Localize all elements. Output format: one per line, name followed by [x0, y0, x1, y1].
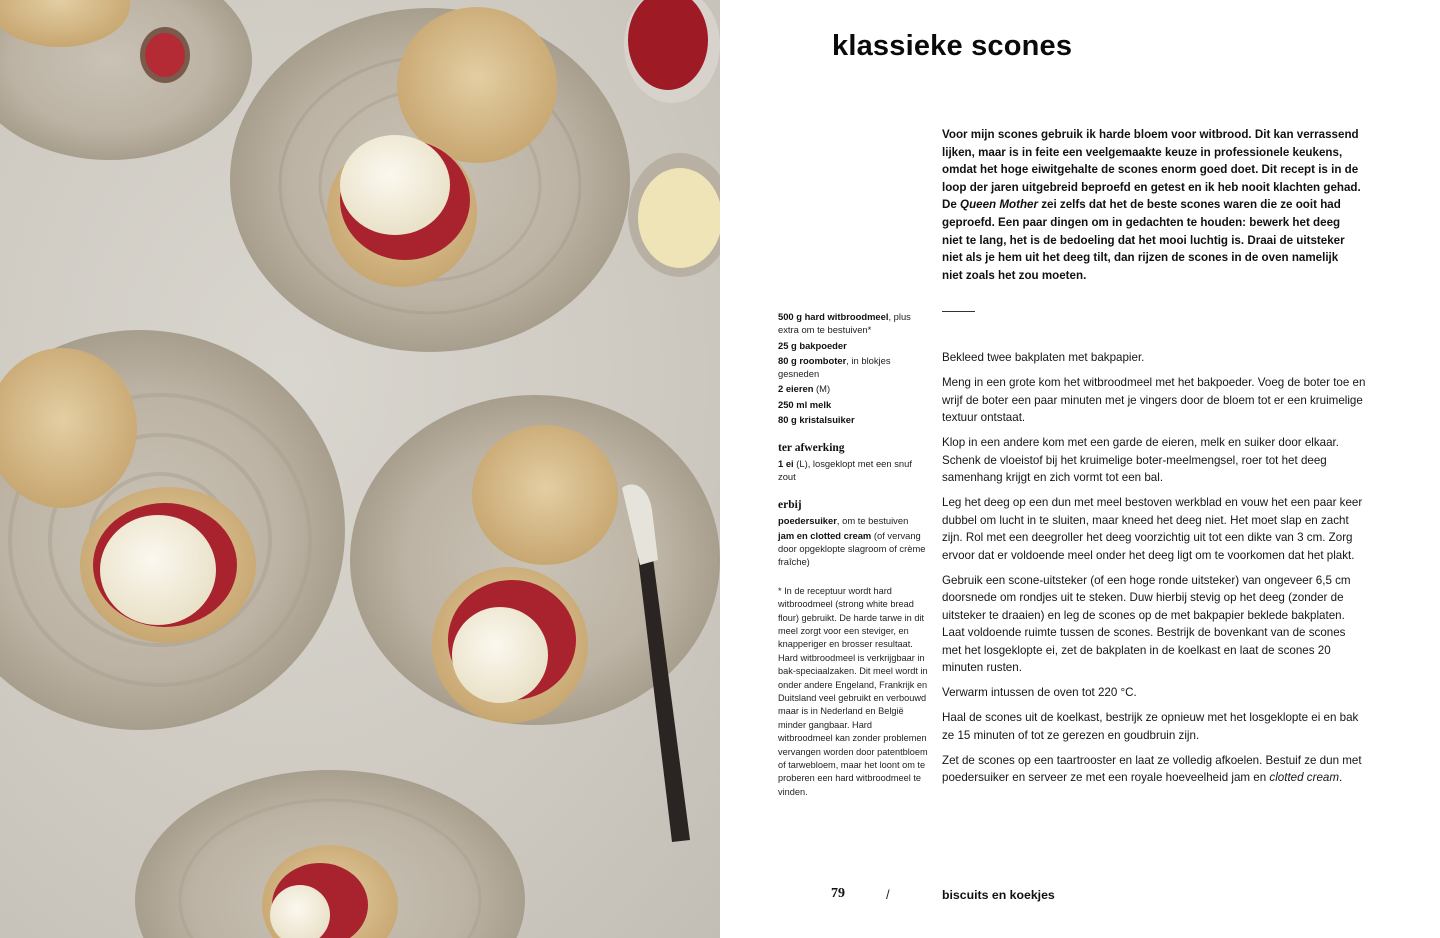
plate-top-left	[0, 0, 252, 160]
serving-heading: erbij	[778, 499, 802, 512]
serving-item: poedersuiker, om te bestuiven	[778, 514, 909, 526]
method-step: Bekleed twee bakplaten met bakpapier.	[942, 351, 1145, 364]
method-step: Haal de scones uit de koelkast, bestrijk ze opnieuw met het losgeklopte ei en bak ze 15 minuten of tot ze gerezen en goudbruin zijn.	[942, 711, 1359, 742]
ingredient-item: 250 ml melk	[778, 398, 832, 410]
intro-text: Voor mijn scones gebruik ik harde bloem voor witbrood. Dit kan verrassend lijken, maar is in feite een veelgemaakte keuze in professionele keukens, omdat het hoge eiwitgehalte de scones enorm goed doet. Dit recept is in de loop der jaren uitgebreid beproefd en getest en ik heb nooit klachten gehad. De	[942, 128, 1361, 212]
finishing-item: 1 ei (L), losgeklopt met een snuf zout	[778, 457, 912, 482]
method-step: Verwarm intussen de oven tot 220 °C.	[942, 686, 1137, 699]
intro-text: zei zelfs dat het de beste scones waren die ze ooit had geproefd. Een paar dingen om in gedachten te houden: bewerk het deeg niet te lang, het is de bedoeling dat het mooi luchtig is. Draai de uitsteker niet als je hem uit het deeg tilt, dan rijzen de scones in de oven namelijk niet zoals het zou moeten.	[942, 198, 1345, 282]
recipe-page	[720, 0, 1440, 938]
ingredient-item: 80 g kristalsuiker	[778, 414, 855, 426]
method-step: Leg het deeg op een dun met meel bestoven werkblad en vouw het een paar keer dubbel om lucht in te sluiten, maar kneed het deeg niet. Het moet slap en zacht zijn. Rol met een deegroller het deeg voorzichtig uit tot een dikte van 3 cm. Zorg ervoor dat er voldoende meel onder het deeg ligt om te voorkomen dat het plakt.	[942, 496, 1363, 562]
plate-left-middle	[0, 330, 345, 730]
method-step: Klop in een andere kom met een garde de eieren, melk en suiker door elkaar. Schenk de vloeistof bij het kruimelige boter-meelmengsel, roer tot het deeg samenhang krijgt en zich vormt tot een bal.	[942, 436, 1340, 484]
finishing-heading: ter afwerking	[778, 442, 845, 455]
method-steps	[942, 349, 1367, 794]
method-step: Zet de scones op een taartrooster en laat ze volledig afkoelen. Bestuif ze dun met poedersuiker en serveer ze met een royale hoeveelheid jam en clotted cream.	[942, 753, 1362, 784]
plate-center-top	[230, 7, 630, 352]
ingredient-item: 25 g bakpoeder	[778, 339, 847, 351]
plate-bottom	[135, 770, 525, 938]
divider-rule	[942, 311, 975, 312]
ingredient-item: 80 g roomboter, in blokjes gesneden	[778, 354, 891, 380]
cream-bowl	[628, 153, 720, 277]
footer-separator: /	[886, 887, 890, 902]
serving-item: jam en clotted cream (of vervang door opgeklopte slagroom of crème fraîche)	[778, 529, 926, 568]
page-number: 79	[831, 886, 845, 901]
jam-jar	[624, 0, 720, 103]
ingredient-item: 2 eieren (M)	[778, 383, 831, 395]
recipe-title: klassieke scones	[832, 30, 1073, 62]
plate-right-middle	[350, 395, 720, 842]
intro-italic: Queen Mother	[960, 198, 1038, 212]
method-step: Gebruik een scone-uitsteker (of een hoge ronde uitsteker) van ongeveer 6,5 cm doorsnede om rondjes uit te steken. Duw hierbij stevig op het deeg (zonder de uitsteker te draaien) en leg de scones op de met bakpapier beklede bakplaten. Laat voldoende ruimte tussen de scones. Bestrijk de bovenkant van de scones met het losgeklopte ei, zet de bakplaten in de koelkast en laat de scones 20 minuten rusten.	[942, 573, 1351, 674]
ingredient-item: 500 g hard witbroodmeel, plus extra om te bestuiven*	[778, 311, 911, 336]
method-step: Meng in een grote kom het witbroodmeel met het bakpoeder. Voeg de boter toe en wrijf de boter een paar minuten met je vingers door de bloem tot er een kruimelige textuur ontstaat.	[942, 376, 1366, 424]
recipe-intro	[942, 126, 1362, 284]
ingredients-list	[778, 310, 928, 799]
section-title: biscuits en koekjes	[942, 888, 1055, 902]
flour-footnote: * In de receptuur wordt hard witbroodmeel (strong white bread flour) gebruikt. De harde tarwe in dit meel zorgt voor een steviger, en knapperiger en brosser resultaat. Hard witbroodmeel is verkrijgbaar in bak-speciaalzaken. Dit meel wordt in onder andere Engeland, Frankrijk en Duitsland veel gebruikt en verbouwd maar is in Nederland en België minder gangbaar. Hard witbroodmeel kan zonder problemen vervangen worden door patentbloem of tarwebloem, maar het loont om te proberen een hard witbroodmeel te vinden.	[778, 585, 928, 797]
